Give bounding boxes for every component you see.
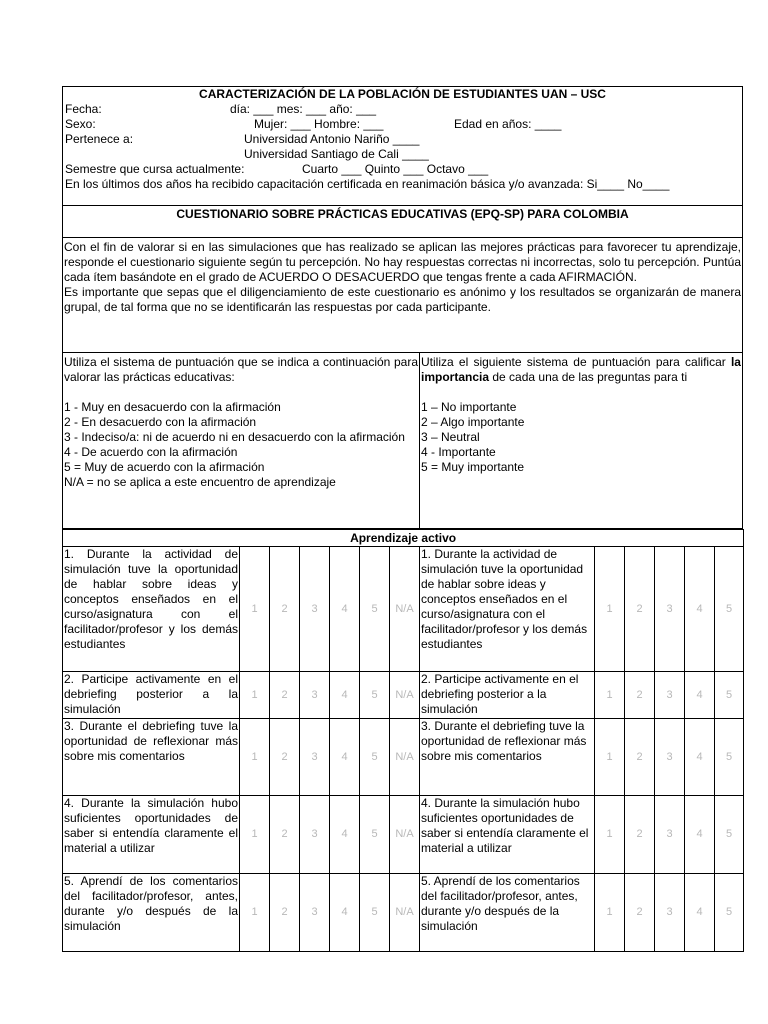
agreement-option[interactable]: 4 (330, 796, 360, 874)
agreement-scale-intro: Utiliza el sistema de puntuación que se indica a continuación para valorar las prácticas educativas: (64, 355, 418, 384)
agreement-scale-item: 2 - En desacuerdo con la afirmación (64, 415, 257, 429)
importance-option[interactable]: 2 (625, 547, 655, 672)
intro-paragraph-1: Con el fin de valorar si en las simulaciones que has realizado se aplican las mejores prácticas para favorecer tu aprendizaje, responde el cuestionario siguiente según tu percepción. No hay respuestas correctas ni incorrectas, solo tu percepción. Puntúa cada ítem basándote en el grado de ACUERDO O DESACUERDO que tengas frente a cada AFIRMACIÓN. (64, 240, 741, 284)
importance-option[interactable]: 1 (595, 719, 625, 796)
agreement-option[interactable]: N/A (390, 547, 420, 672)
sexo-fields[interactable]: Mujer: ___ Hombre: ___ (254, 117, 384, 131)
importance-option[interactable]: 4 (685, 672, 715, 719)
table-row (63, 874, 744, 952)
rating-scales (62, 353, 743, 529)
agreement-option[interactable]: 2 (270, 719, 300, 796)
question-statement: 2. Participe activamente en el debriefing posterior a la simulación (63, 672, 240, 719)
importance-option[interactable]: 2 (625, 796, 655, 874)
importance-option[interactable]: 1 (595, 796, 625, 874)
form-page (62, 86, 743, 952)
agreement-option[interactable]: 3 (300, 874, 330, 952)
agreement-option[interactable]: 2 (270, 547, 300, 672)
agreement-option[interactable]: 2 (270, 796, 300, 874)
importance-option[interactable]: 2 (625, 672, 655, 719)
fecha-fields[interactable]: día: ___ mes: ___ año: ___ (230, 102, 377, 116)
intro-paragraph-2: Es importante que sepas que el diligenciamiento de este cuestionario es anónimo y los resultados se organizarán de manera grupal, de tal forma que no se identificarán las respuestas por cada participante. (64, 285, 741, 314)
agreement-option[interactable]: 1 (240, 719, 270, 796)
importance-scale-item: 1 – No importante (421, 400, 517, 414)
questionnaire-title-box (62, 206, 743, 238)
table-row (63, 672, 744, 719)
semestre-fields[interactable]: Cuarto ___ Quinto ___ Octavo ___ (302, 162, 489, 176)
agreement-option[interactable]: 1 (240, 672, 270, 719)
agreement-scale-item: N/A = no se aplica a este encuentro de aprendizaje (64, 475, 336, 489)
question-statement: 3. Durante el debriefing tuve la oportunidad de reflexionar más sobre mis comentarios (63, 719, 240, 796)
importance-intro-text: de cada una de las preguntas para ti (492, 370, 688, 384)
importance-option[interactable]: 5 (715, 672, 744, 719)
table-row (63, 796, 744, 874)
agreement-option[interactable]: 4 (330, 547, 360, 672)
agreement-option[interactable]: 4 (330, 719, 360, 796)
questionnaire-title: CUESTIONARIO SOBRE PRÁCTICAS EDUCATIVAS (EPQ-SP) PARA COLOMBIA (176, 207, 629, 221)
agreement-option[interactable]: 3 (300, 719, 330, 796)
characterization-box (62, 86, 743, 206)
agreement-option[interactable]: 4 (330, 672, 360, 719)
agreement-option[interactable]: N/A (390, 719, 420, 796)
table-row (63, 719, 744, 796)
importance-option[interactable]: 5 (715, 874, 744, 952)
agreement-option[interactable]: 1 (240, 796, 270, 874)
importance-scale-item: 5 = Muy importante (421, 460, 525, 474)
agreement-option[interactable]: 2 (270, 672, 300, 719)
agreement-option[interactable]: N/A (390, 796, 420, 874)
question-statement: 5. Aprendí de los comentarios del facilitador/profesor, antes, durante y/o después de la simulación (63, 874, 240, 952)
agreement-option[interactable]: 5 (360, 796, 390, 874)
university-option-usc[interactable]: Universidad Santiago de Cali ____ (244, 147, 429, 161)
fecha-label: Fecha: (65, 102, 102, 116)
agreement-option[interactable]: 5 (360, 547, 390, 672)
question-statement: 1. Durante la actividad de simulación tuve la oportunidad de hablar sobre ideas y conceptos enseñados en el curso/asignatura con el facilitador/profesor y los demás estudiantes (63, 547, 240, 672)
agreement-option[interactable]: 1 (240, 547, 270, 672)
importance-option[interactable]: 4 (685, 796, 715, 874)
importance-statement: 3. Durante el debriefing tuve la oportunidad de reflexionar más sobre mis comentarios (420, 719, 595, 796)
agreement-option[interactable]: 3 (300, 796, 330, 874)
agreement-option[interactable]: N/A (390, 874, 420, 952)
sexo-label: Sexo: (65, 117, 96, 131)
question-statement: 4. Durante la simulación hubo suficientes oportunidades de saber si entendía claramente el material a utilizar (63, 796, 240, 874)
agreement-scale-item: 5 = Muy de acuerdo con la afirmación (64, 460, 265, 474)
capacitacion-question[interactable]: En los últimos dos años ha recibido capacitación certificada en reanimación básica y/o avanzada: Si____ No____ (65, 177, 670, 191)
pertenece-label: Pertenece a: (65, 132, 134, 146)
agreement-scale-item: 4 - De acuerdo con la afirmación (64, 445, 238, 459)
importance-option[interactable]: 3 (655, 874, 685, 952)
importance-option[interactable]: 3 (655, 719, 685, 796)
agreement-option[interactable]: 2 (270, 874, 300, 952)
agreement-scale (63, 353, 420, 528)
questionnaire-intro (62, 238, 743, 353)
university-option-uan[interactable]: Universidad Antonio Nariño ____ (244, 132, 420, 146)
agreement-option[interactable]: 5 (360, 672, 390, 719)
importance-scale-item: 2 – Algo importante (421, 415, 525, 429)
agreement-scale-item: 1 - Muy en desacuerdo con la afirmación (64, 400, 281, 414)
importance-option[interactable]: 5 (715, 796, 744, 874)
agreement-option[interactable]: 4 (330, 874, 360, 952)
table-row (63, 547, 744, 672)
agreement-scale-item: 3 - Indeciso/a: ni de acuerdo ni en desacuerdo con la afirmación (64, 430, 405, 444)
importance-option[interactable]: 1 (595, 874, 625, 952)
importance-option[interactable]: 5 (715, 547, 744, 672)
agreement-option[interactable]: 3 (300, 672, 330, 719)
section-title: Aprendizaje activo (63, 530, 744, 547)
importance-option[interactable]: 4 (685, 874, 715, 952)
questions-table (62, 529, 744, 952)
importance-option[interactable]: 3 (655, 547, 685, 672)
importance-option[interactable]: 2 (625, 874, 655, 952)
importance-scale (420, 353, 742, 528)
importance-option[interactable]: 2 (625, 719, 655, 796)
edad-field[interactable]: Edad en años: ____ (454, 117, 562, 131)
importance-statement: 1. Durante la actividad de simulación tuve la oportunidad de hablar sobre ideas y conceptos enseñados en el curso/asignatura con el facilitador/profesor y los demás estudiantes (420, 547, 595, 672)
importance-scale-item: 3 – Neutral (421, 430, 480, 444)
importance-option[interactable]: 4 (685, 547, 715, 672)
importance-option[interactable]: 4 (685, 719, 715, 796)
importance-scale-intro (421, 355, 741, 385)
agreement-option[interactable]: 5 (360, 874, 390, 952)
agreement-option[interactable]: 1 (240, 874, 270, 952)
importance-intro-bold: la (730, 355, 741, 369)
importance-option[interactable]: 3 (655, 796, 685, 874)
agreement-option[interactable]: 5 (360, 719, 390, 796)
importance-option[interactable]: 1 (595, 672, 625, 719)
importance-intro-bold: importancia (421, 370, 490, 384)
importance-option[interactable]: 3 (655, 672, 685, 719)
importance-option[interactable]: 5 (715, 719, 744, 796)
form-title: CARACTERIZACIÓN DE LA POBLACIÓN DE ESTUDIANTES UAN – USC (199, 87, 606, 101)
importance-statement: 2. Participe activamente en el debriefing posterior a la simulación (420, 672, 595, 719)
importance-scale-item: 4 - Importante (421, 445, 496, 459)
importance-intro-text: Utiliza el siguiente sistema de puntuación para calificar (421, 355, 726, 369)
importance-statement: 4. Durante la simulación hubo suficientes oportunidades de saber si entendía claramente el material a utilizar (420, 796, 595, 874)
semestre-label: Semestre que cursa actualmente: (65, 162, 245, 176)
importance-option[interactable]: 1 (595, 547, 625, 672)
importance-statement: 5. Aprendí de los comentarios del facilitador/profesor, antes, durante y/o después de la simulación (420, 874, 595, 952)
agreement-option[interactable]: N/A (390, 672, 420, 719)
agreement-option[interactable]: 3 (300, 547, 330, 672)
